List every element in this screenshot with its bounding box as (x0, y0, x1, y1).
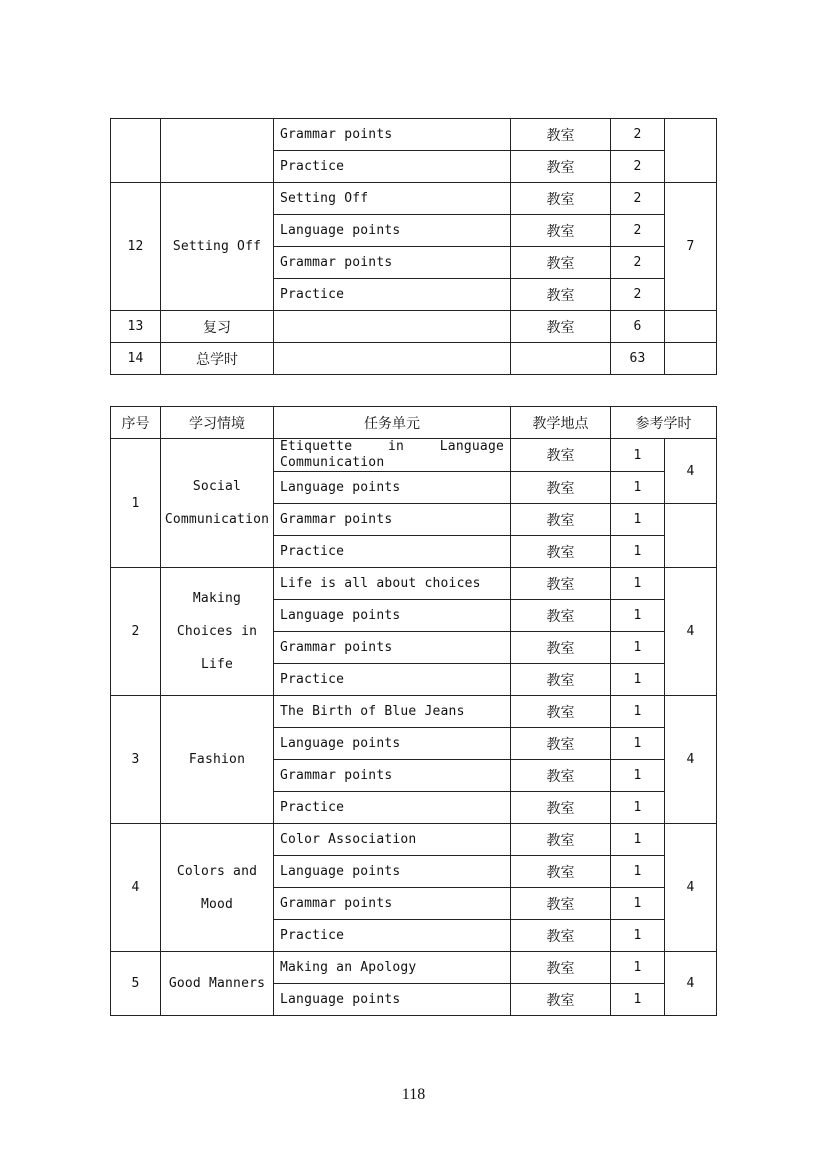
hours-cell: 1 (611, 536, 665, 568)
location-cell: 教室 (511, 824, 611, 856)
header-location: 教学地点 (511, 407, 611, 439)
situation-cell (161, 119, 274, 183)
location-cell: 教室 (511, 568, 611, 600)
task-cell: Grammar points (274, 119, 511, 151)
task-cell: Language points (274, 215, 511, 247)
situation-line: Mood (200, 896, 234, 912)
task-cell: Life is all about choices (274, 568, 511, 600)
location-cell: 教室 (511, 600, 611, 632)
schedule-table-continued (110, 118, 717, 375)
location-cell: 教室 (511, 664, 611, 696)
hours-cell: 1 (611, 728, 665, 760)
header-no: 序号 (111, 407, 161, 439)
task-cell: Making an Apology (274, 952, 511, 984)
location-cell: 教室 (511, 247, 611, 279)
hours-cell: 63 (611, 343, 665, 375)
page-number: 118 (401, 1086, 426, 1103)
table-row (111, 311, 717, 343)
task-first-line (280, 439, 504, 455)
location-cell: 教室 (511, 183, 611, 215)
task-cell: Grammar points (274, 632, 511, 664)
task-cell (274, 343, 511, 375)
situation-line: Good Manners (168, 976, 266, 991)
no-cell: 13 (111, 311, 161, 343)
table-row (111, 696, 717, 728)
task-cell: Language points (274, 984, 511, 1016)
location-cell: 教室 (511, 536, 611, 568)
task-cell: Language points (274, 600, 511, 632)
hours-cell: 1 (611, 824, 665, 856)
table-row (111, 119, 717, 151)
hours-cell: 1 (611, 600, 665, 632)
task-second-line: Communication (280, 455, 385, 470)
task-cell (274, 439, 511, 472)
no-cell: 4 (111, 824, 161, 952)
header-hours: 参考学时 (611, 407, 717, 439)
schedule-table (110, 406, 717, 1016)
table-row (111, 824, 717, 856)
hours-cell: 2 (611, 151, 665, 183)
location-cell: 教室 (511, 151, 611, 183)
hours-cell: 1 (611, 696, 665, 728)
hours-cell: 2 (611, 119, 665, 151)
task-word: in (387, 439, 405, 454)
location-cell: 教室 (511, 984, 611, 1016)
total-cell: 4 (665, 824, 717, 952)
location-cell: 教室 (511, 888, 611, 920)
no-cell: 12 (111, 183, 161, 311)
task-cell: Practice (274, 920, 511, 952)
location-cell (511, 343, 611, 375)
location-cell: 教室 (511, 728, 611, 760)
task-cell: Grammar points (274, 760, 511, 792)
task-cell: Practice (274, 279, 511, 311)
hours-cell: 1 (611, 984, 665, 1016)
hours-cell: 1 (611, 504, 665, 536)
hours-cell: 2 (611, 247, 665, 279)
hours-cell: 1 (611, 568, 665, 600)
location-cell: 教室 (511, 792, 611, 824)
hours-cell: 2 (611, 215, 665, 247)
situation-cell (161, 696, 274, 824)
hours-cell: 1 (611, 920, 665, 952)
task-cell: The Birth of Blue Jeans (274, 696, 511, 728)
total-cell: 4 (665, 696, 717, 824)
task-cell: Language points (274, 728, 511, 760)
total-cell (665, 504, 717, 568)
task-cell: Practice (274, 792, 511, 824)
task-cell: Grammar points (274, 247, 511, 279)
hours-cell: 1 (611, 439, 665, 472)
situation-cell: 总学时 (161, 343, 274, 375)
location-cell: 教室 (511, 279, 611, 311)
task-word: Language (439, 439, 504, 454)
task-cell: Language points (274, 472, 511, 504)
situation-line: Colors and (176, 863, 258, 879)
situation-cell: 复习 (161, 311, 274, 343)
task-cell: Grammar points (274, 888, 511, 920)
header-situation: 学习情境 (161, 407, 274, 439)
situation-cell (161, 439, 274, 568)
situation-cell: Setting Off (161, 183, 274, 311)
hours-cell: 1 (611, 792, 665, 824)
total-cell (665, 343, 717, 375)
no-cell: 14 (111, 343, 161, 375)
table-row (111, 439, 717, 472)
no-cell (111, 119, 161, 183)
location-cell: 教室 (511, 504, 611, 536)
hours-cell: 2 (611, 279, 665, 311)
location-cell: 教室 (511, 920, 611, 952)
location-cell: 教室 (511, 856, 611, 888)
location-cell: 教室 (511, 632, 611, 664)
location-cell: 教室 (511, 439, 611, 472)
situation-line: Life (200, 657, 234, 672)
situation-line: Social (192, 479, 242, 494)
table-row (111, 568, 717, 600)
hours-cell: 6 (611, 311, 665, 343)
task-cell: Practice (274, 151, 511, 183)
situation-line: Making (192, 591, 242, 606)
header-row (111, 407, 717, 439)
location-cell: 教室 (511, 472, 611, 504)
table-row (111, 343, 717, 375)
total-cell (665, 119, 717, 183)
location-cell: 教室 (511, 311, 611, 343)
task-cell: Color Association (274, 824, 511, 856)
total-cell (665, 311, 717, 343)
no-cell: 3 (111, 696, 161, 824)
no-cell: 1 (111, 439, 161, 568)
header-task: 任务单元 (274, 407, 511, 439)
total-cell: 4 (665, 439, 717, 504)
task-cell (274, 311, 511, 343)
task-cell: Setting Off (274, 183, 511, 215)
task-cell: Grammar points (274, 504, 511, 536)
situation-cell (161, 952, 274, 1016)
table-row (111, 952, 717, 984)
hours-cell: 2 (611, 183, 665, 215)
location-cell: 教室 (511, 760, 611, 792)
situation-line: Choices in (176, 624, 258, 639)
location-cell: 教室 (511, 952, 611, 984)
total-cell: 4 (665, 952, 717, 1016)
situation-cell (161, 568, 274, 696)
table-row (111, 183, 717, 215)
hours-cell: 1 (611, 664, 665, 696)
situation-cell (161, 824, 274, 952)
hours-cell: 1 (611, 632, 665, 664)
location-cell: 教室 (511, 696, 611, 728)
task-cell: Practice (274, 536, 511, 568)
location-cell: 教室 (511, 119, 611, 151)
task-word: Etiquette (280, 439, 353, 454)
no-cell: 5 (111, 952, 161, 1016)
hours-cell: 1 (611, 856, 665, 888)
hours-cell: 1 (611, 888, 665, 920)
location-cell: 教室 (511, 215, 611, 247)
task-cell: Practice (274, 664, 511, 696)
hours-cell: 1 (611, 760, 665, 792)
total-cell: 7 (665, 183, 717, 311)
situation-line: Fashion (188, 752, 246, 767)
hours-cell: 1 (611, 472, 665, 504)
no-cell: 2 (111, 568, 161, 696)
task-cell: Language points (274, 856, 511, 888)
situation-line: Communication (164, 512, 270, 527)
total-cell: 4 (665, 568, 717, 696)
hours-cell: 1 (611, 952, 665, 984)
